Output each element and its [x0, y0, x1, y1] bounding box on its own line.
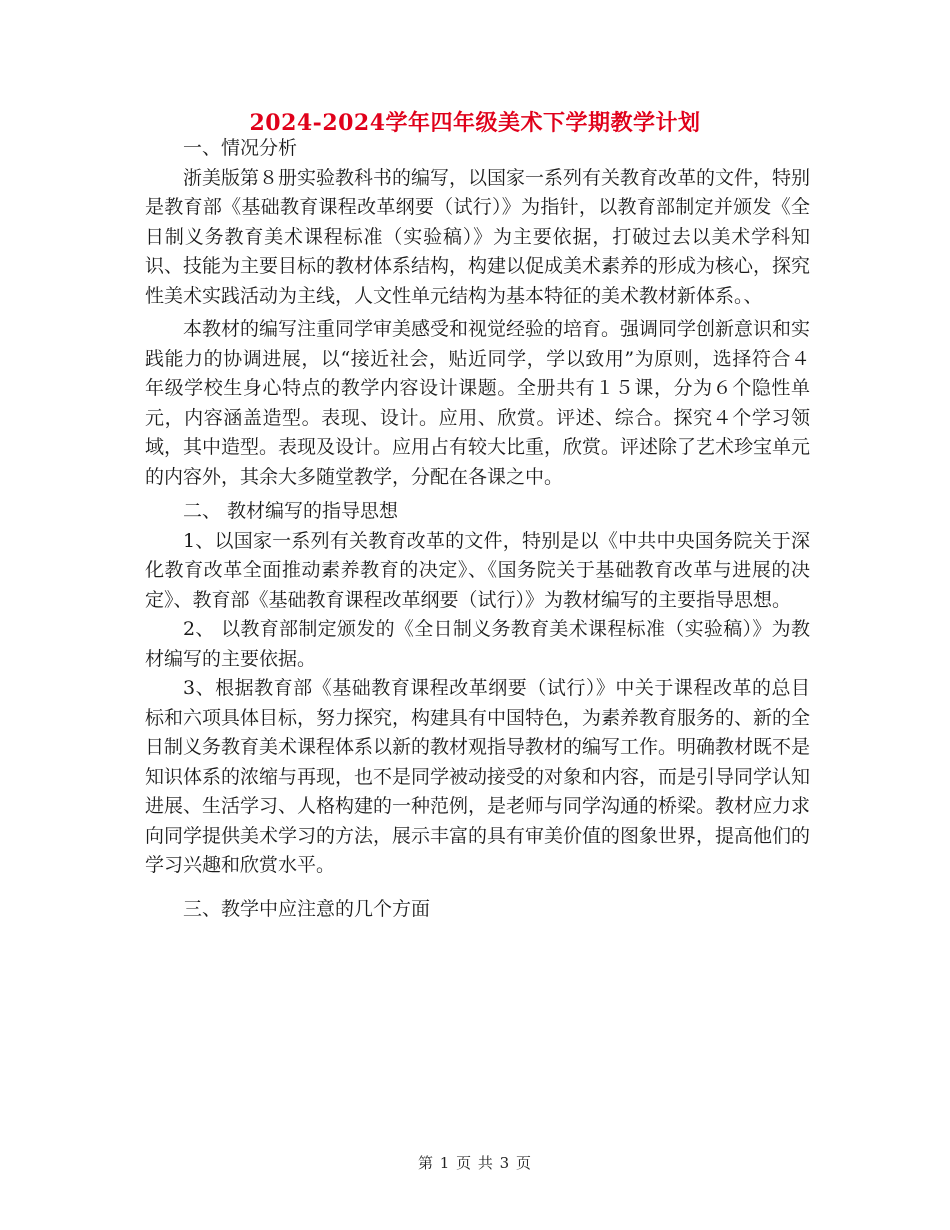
section-heading-teaching-notes: 三、教学中应注意的几个方面 — [183, 897, 431, 920]
paragraph: 浙美版第８册实验教科书的编写，以国家一系列有关教育改革的文件，特别是教育部《基础教育课程改革纲要（试行）》为指针，以教育部制定并颁发《全日制义务教育美术课程标准（实验稿）》为主要依据，打破过去以美术学科知识、技能为主要目标的教材体系结构，构建以促成美术素养的形成为核心，探究性美术实践活动为主线，人文性单元结构为基本特征的美术教材新体系。、 — [145, 166, 811, 307]
document-title: 2024-2024学年四年级美术下学期教学计划 — [249, 110, 701, 136]
section-heading-guiding-ideas: 二、 教材编写的指导思想 — [183, 500, 399, 522]
page-number-footer: 第 1 页 共 3 页 — [418, 1154, 532, 1172]
section-heading-situation: 一、情况分析 — [183, 137, 298, 159]
paragraph: 本教材的编写注重同学审美感受和视觉经验的培育。强调同学创新意识和实践能力的协调进展，以“接近社会，贴近同学，学以致用”为原则，选择符合４年级学校生身心特点的教学内容设计课题。全册共有１５课，分为６个隐性单元，内容涵盖造型。表现、设计。应用、欣赏。评述、综合。探究４个学习领域，其中造型。表现及设计。应用占有较大比重，欣赏。评述除了艺术珍宝单元的内容外，其余大多随堂教学，分配在各课之中。 — [145, 318, 811, 488]
paragraph: 3、根据教育部《基础教育课程改革纲要（试行）》中关于课程改革的总目标和六项具体目标，努力探究，构建具有中国特色，为素养教育服务的、新的全日制义务教育美术课程体系以新的教材观指导教材的编写工作。明确教材既不是知识体系的浓缩与再现，也不是同学被动接受的对象和内容，而是引导同学认知进展、生活学习、人格构建的一种范例，是老师与同学沟通的桥梁。教材应力求向同学提供美术学习的方法，展示丰富的具有审美价值的图象世界，提高他们的学习兴趣和欣赏水平。 — [145, 677, 811, 876]
document-body — [145, 134, 810, 924]
paragraph: 1、以国家一系列有关教育改革的文件，特别是以《中共中央国务院关于深化教育改革全面推动素养教育的决定》、《国务院关于基础教育改革与进展的决定》、教育部《基础教育课程改革纲要（试行）》为教材编写的主要指导思想。 — [145, 529, 810, 611]
paragraph: 2、 以教育部制定颁发的《全日制义务教育美术课程标准（实验稿）》为教材编写的主要依据。 — [145, 618, 810, 670]
